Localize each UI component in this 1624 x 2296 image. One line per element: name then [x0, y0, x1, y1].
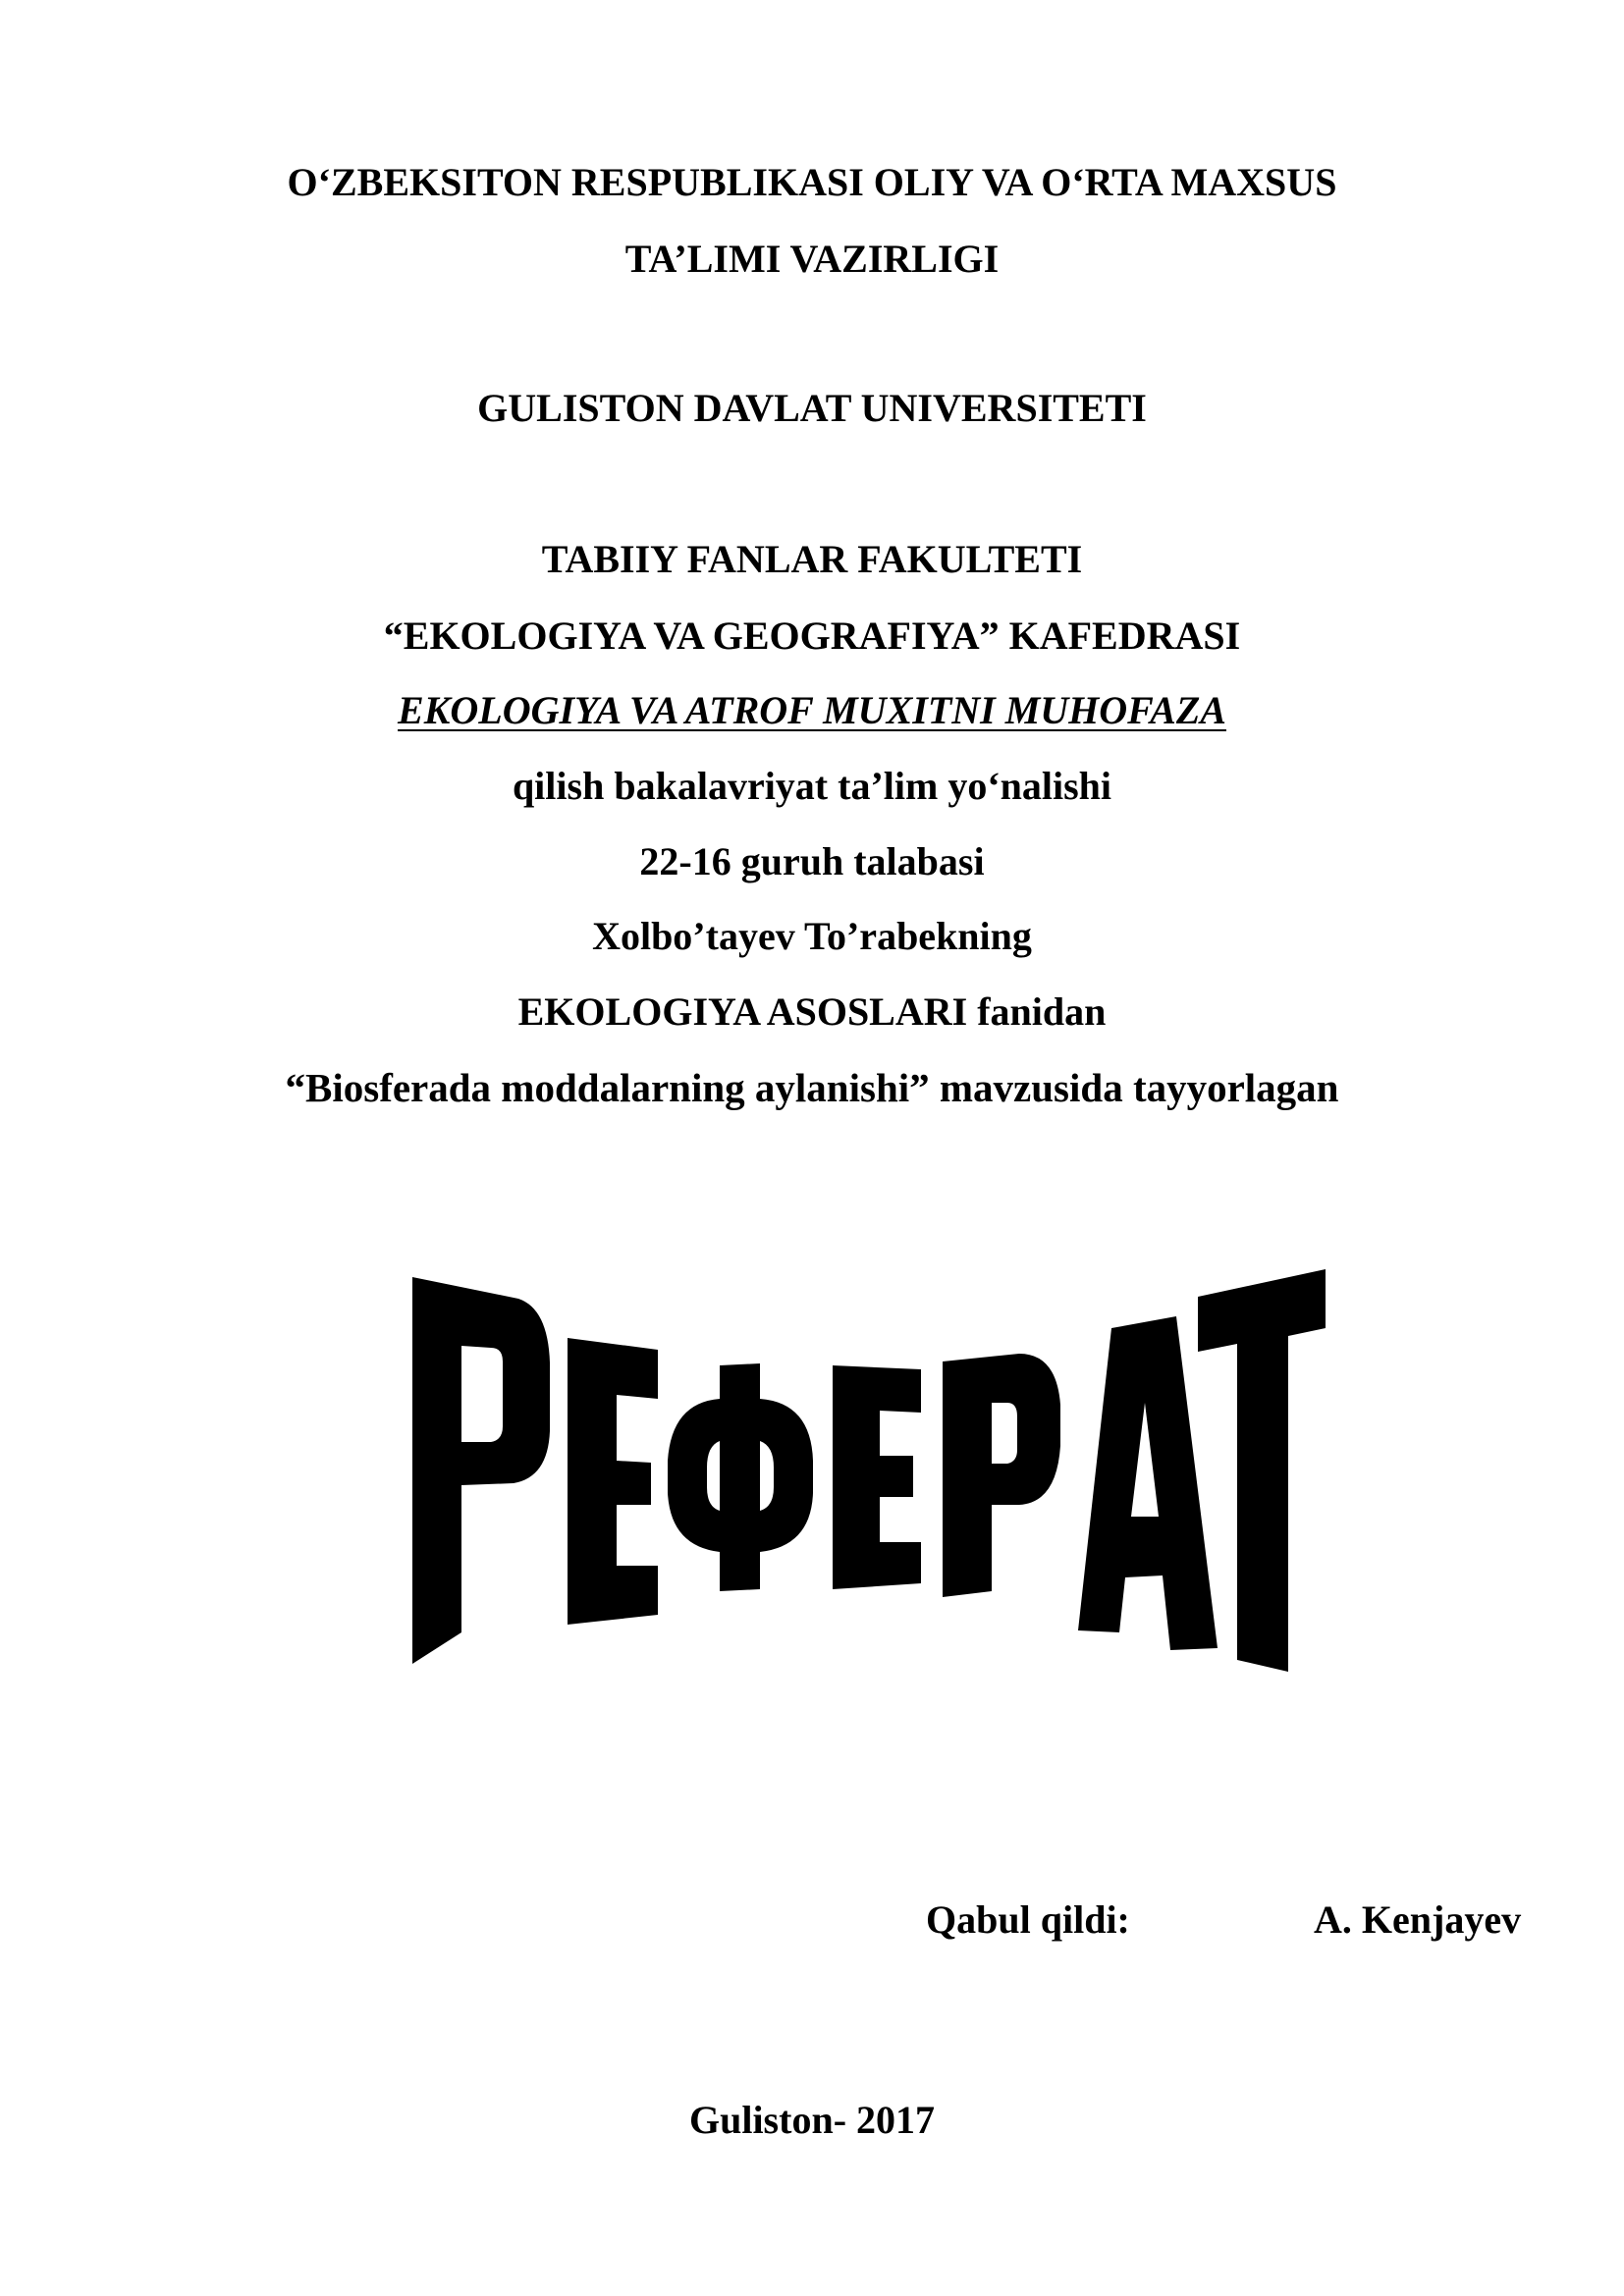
topic-text: “Biosferada moddalarning aylanishi” mavzusida tayyorlagan [285, 1065, 1339, 1110]
wordart-letter-e2 [833, 1365, 921, 1589]
wordart-letter-e1 [568, 1338, 658, 1625]
wordart-letters [412, 1269, 1326, 1672]
group-text: 22-16 guruh talabasi [639, 839, 985, 883]
direction-text: qilish bakalavriyat ta’lim yo‘nalishi [512, 764, 1112, 808]
place-year: Guliston- 2017 [688, 2098, 936, 2142]
faculty-name: TABIIY FANLAR FAKULTETI [541, 537, 1083, 581]
kafedra-name: “EKOLOGIYA VA GEOGRAFIYA” KAFEDRASI [383, 614, 1241, 658]
specialty-name [0, 687, 1624, 734]
accepted-by-label: Qabul qildi: [926, 1897, 1130, 1942]
wordart-letter-r [412, 1277, 550, 1664]
university-name: GULISTON DAVLAT UNIVERSITETI [477, 386, 1147, 430]
wordart-letter-a [1078, 1316, 1218, 1650]
ministry-line-1: O‘ZBEKSITON RESPUBLIKASI OLIY VA O‘RTA MAXSUS [287, 160, 1337, 204]
ministry-line-2: TA’LIMI VAZIRLIGI [624, 237, 1000, 281]
wordart-letter-ef [668, 1363, 813, 1591]
accepted-by-name: A. Kenjayev [1314, 1897, 1522, 1942]
wordart-letter-r2 [943, 1354, 1060, 1597]
student-name: Xolbo’tayev To’rabekning [592, 914, 1032, 958]
wordart-letter-t [1198, 1269, 1326, 1672]
subject-text: EKOLOGIYA ASOSLARI fanidan [517, 989, 1107, 1034]
specialty-text: EKOLOGIYA VA ATROF MUXITNI MUHOFAZA [398, 688, 1226, 732]
wordart-referat-logo [401, 1259, 1333, 1672]
